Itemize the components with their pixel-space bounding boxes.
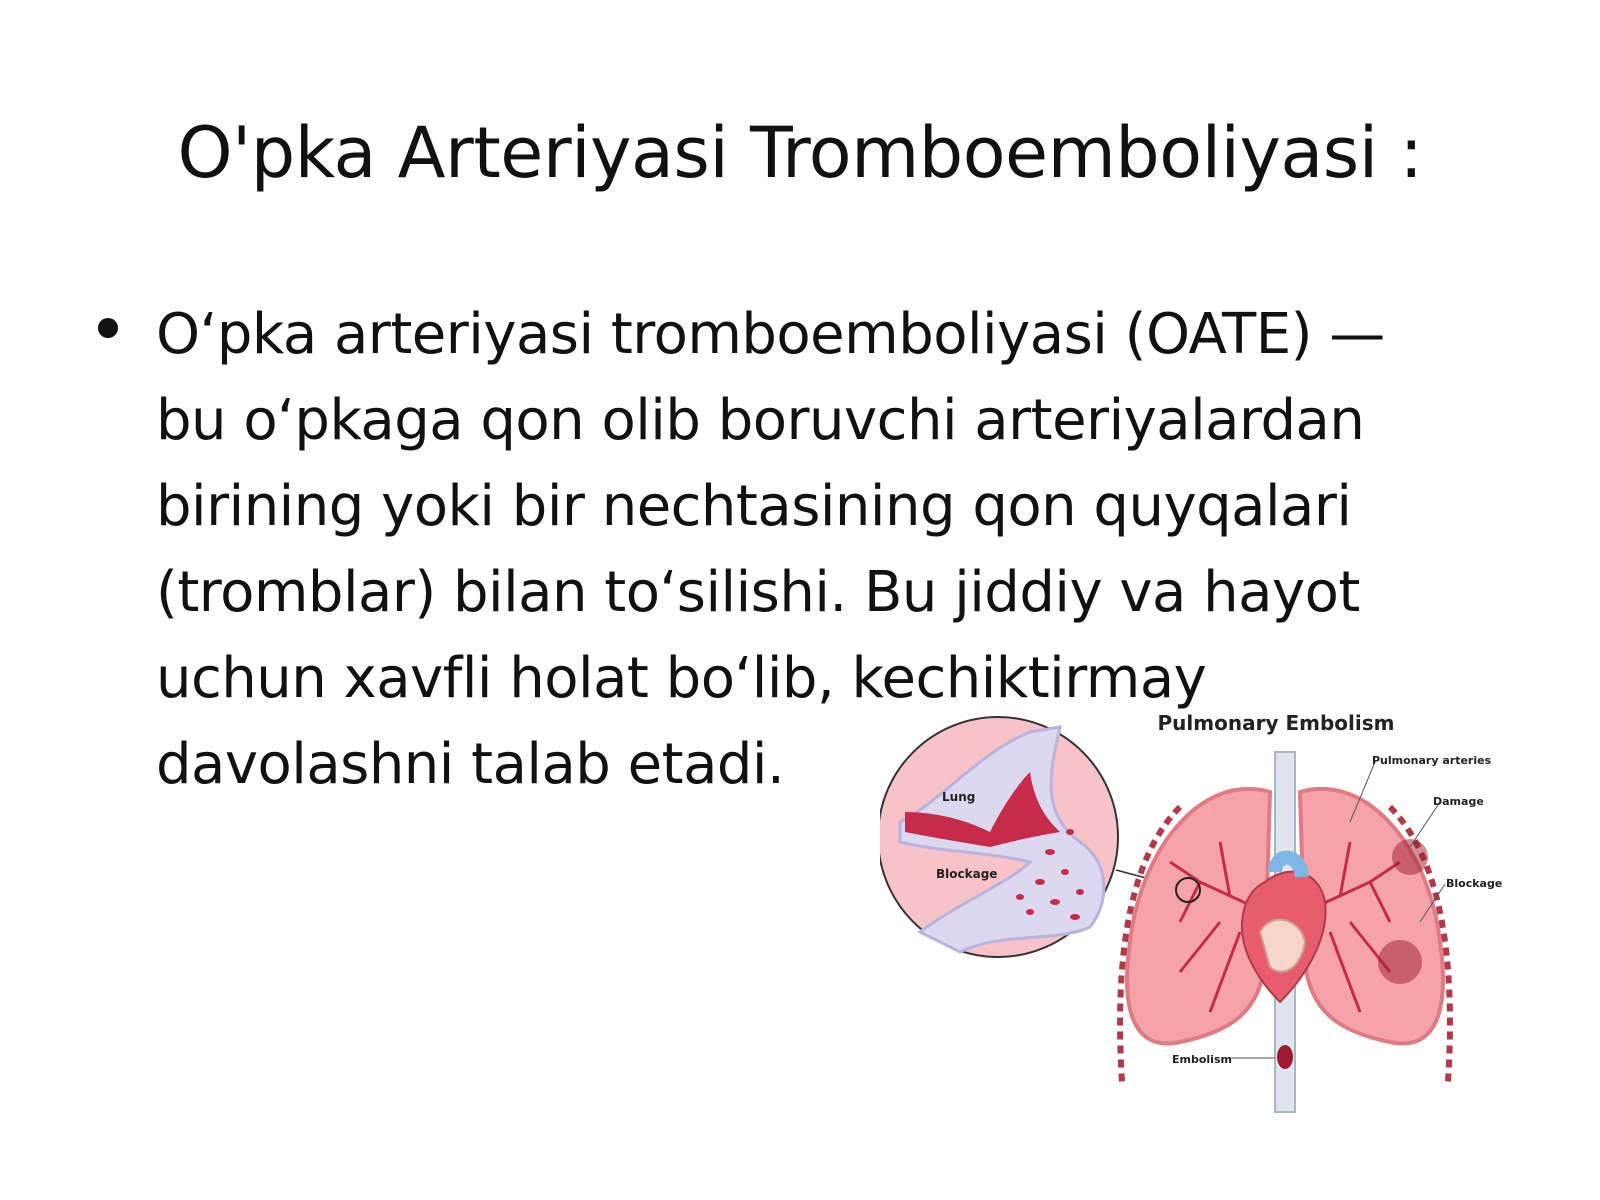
label-damage: Damage <box>1433 795 1484 808</box>
inset-label-lung: Lung <box>942 790 976 804</box>
bullet-icon <box>98 318 118 338</box>
bullet-text-line: davolashni talab etadi. <box>156 732 785 797</box>
bullet-text-line: uchun xavfli holat bo‘lib, kechiktirmay <box>156 646 1207 711</box>
pulmonary-embolism-illustration <box>880 712 1530 1132</box>
illustration-title: Pulmonary Embolism <box>1157 712 1395 735</box>
inset-label-blockage: Blockage <box>936 867 998 881</box>
label-pulmonary-arteries: Pulmonary arteries <box>1372 754 1492 767</box>
embolism-clot <box>1277 1045 1293 1069</box>
bullet-text-line: birining yoki bir nechtasining qon quyqalari <box>156 474 1352 539</box>
label-blockage: Blockage <box>1446 877 1503 890</box>
bullet-text-line: (tromblar) bilan to‘silishi. Bu jiddiy va hayot <box>156 560 1360 625</box>
bullet-text-line: bu o‘pkaga qon olib boruvchi arteriyalardan <box>156 388 1365 453</box>
slide-title: O'pka Arteriyasi Tromboemboliyasi : <box>177 112 1423 194</box>
bullet-text-line: O‘pka arteriyasi tromboemboliyasi (OATE) — <box>156 302 1385 367</box>
label-embolism: Embolism <box>1172 1053 1232 1066</box>
